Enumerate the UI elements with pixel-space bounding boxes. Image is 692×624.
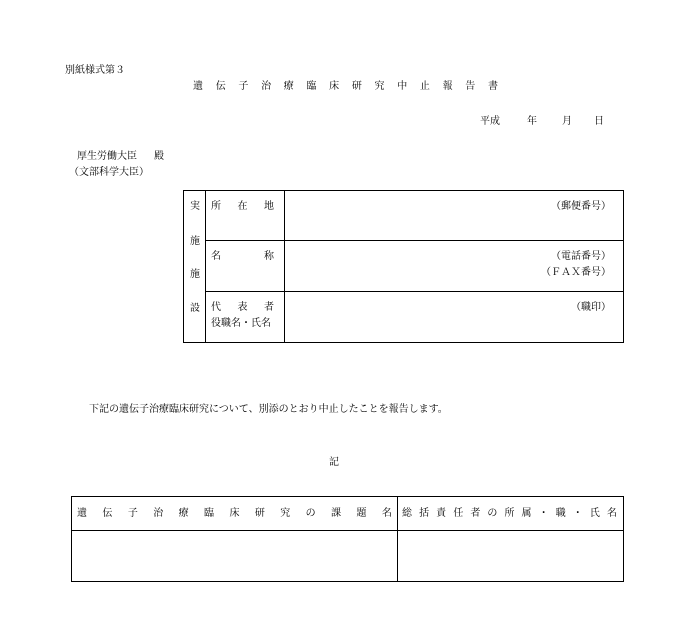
name-label — [211, 251, 274, 263]
label-char: 者 — [264, 302, 274, 313]
representative-label-cell — [206, 292, 285, 343]
side-label-char: 施 — [190, 236, 200, 247]
header-char: 総 — [402, 508, 412, 519]
header-char: 臨 — [204, 508, 215, 519]
name-label-cell — [206, 241, 285, 292]
document-title — [193, 81, 498, 93]
addressee-minister: 厚生労働大臣 — [77, 151, 137, 162]
header-char: 括 — [419, 508, 430, 519]
label-char: 在 — [237, 201, 248, 212]
header-char: 職 — [555, 508, 566, 519]
name-value-cell[interactable] — [285, 241, 624, 292]
title-char: 報 — [442, 81, 453, 92]
header-char: ・ — [572, 508, 583, 519]
header-char: 究 — [280, 508, 291, 519]
location-label-cell — [206, 191, 285, 241]
location-value-cell[interactable] — [285, 191, 624, 241]
title-char: 伝 — [215, 81, 226, 92]
location-label — [211, 201, 274, 213]
header-char: 属 — [521, 508, 532, 519]
investigator-header — [402, 508, 617, 520]
header-char: 伝 — [102, 508, 113, 519]
title-char: 遺 — [193, 81, 203, 92]
side-label-char: 設 — [190, 303, 200, 314]
facility-side-label-cell — [184, 191, 206, 343]
header-char: 治 — [153, 508, 164, 519]
label-char: 名 — [211, 251, 221, 262]
investigator-header-cell — [398, 497, 624, 531]
header-char: 名 — [606, 508, 617, 519]
postal-code-note: （郵便番号） — [551, 201, 611, 212]
ki-label: 記 — [329, 457, 339, 468]
header-char: 遺 — [77, 508, 87, 519]
subject-value-cell[interactable] — [72, 531, 398, 582]
title-char: 臨 — [306, 81, 317, 92]
label-char: 代 — [211, 302, 221, 313]
title-char: 治 — [261, 81, 272, 92]
date-era: 平成 — [480, 116, 500, 127]
addressee-honorific: 殿 — [154, 151, 164, 162]
facility-table — [183, 190, 624, 343]
side-label-char: 施 — [190, 269, 200, 280]
side-label-char: 実 — [190, 201, 200, 212]
date-year: 年 — [527, 116, 537, 127]
header-char: 所 — [504, 508, 515, 519]
header-char: 題 — [356, 508, 367, 519]
header-char: 氏 — [589, 508, 600, 519]
header-char: 責 — [436, 508, 447, 519]
title-char: 書 — [487, 81, 498, 92]
phone-number-note: （電話番号） — [551, 251, 611, 262]
label-char: 称 — [264, 251, 274, 262]
header-char: の — [305, 508, 316, 519]
header-char: 研 — [254, 508, 265, 519]
header-char: 療 — [178, 508, 189, 519]
label-char: 地 — [264, 201, 274, 212]
header-char: 任 — [453, 508, 464, 519]
official-seal-note: （職印） — [571, 302, 611, 313]
subject-header — [77, 508, 392, 520]
header-char: 子 — [127, 508, 138, 519]
date-day: 日 — [594, 116, 604, 127]
fax-number-note: （ＦＡＸ番号） — [541, 267, 611, 278]
addressee-alt-minister: （文部科学大臣） — [69, 167, 149, 178]
header-char: 者 — [470, 508, 481, 519]
title-char: 告 — [465, 81, 476, 92]
label-char: 所 — [211, 201, 221, 212]
header-char: 床 — [229, 508, 240, 519]
title-char: 床 — [329, 81, 340, 92]
label-char: 表 — [237, 302, 248, 313]
representative-label — [211, 302, 274, 314]
header-char: ・ — [538, 508, 549, 519]
subject-header-cell — [72, 497, 398, 531]
title-char: 研 — [351, 81, 362, 92]
title-char: 止 — [419, 81, 430, 92]
header-char: 課 — [331, 508, 342, 519]
representative-value-cell[interactable] — [285, 292, 624, 343]
header-char: 名 — [381, 508, 392, 519]
investigator-value-cell[interactable] — [398, 531, 624, 582]
research-table — [71, 496, 624, 582]
form-number: 別紙様式第３ — [65, 65, 125, 76]
body-text: 下記の遺伝子治療臨床研究について、別添のとおり中止したことを報告します。 — [89, 404, 448, 415]
date-month: 月 — [562, 116, 572, 127]
title-name-label: 役職名・氏名 — [211, 318, 271, 329]
title-char: 究 — [374, 81, 385, 92]
title-char: 療 — [283, 81, 294, 92]
title-char: 子 — [238, 81, 249, 92]
header-char: の — [487, 508, 498, 519]
title-char: 中 — [397, 81, 408, 92]
